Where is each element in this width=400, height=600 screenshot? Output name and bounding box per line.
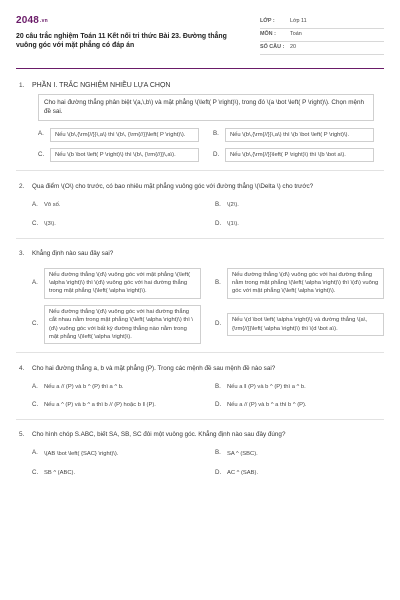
option-a[interactable] (32, 200, 201, 210)
option-letter: A. (32, 278, 38, 286)
meta-value: Lớp 11 (290, 18, 307, 25)
question-text: Cho hai đường thẳng a, b và mặt phẳng (P). Trong các mệnh đề sau mệnh đề nào sai? (32, 364, 276, 372)
option-letter: B. (215, 382, 221, 390)
option-letter: B. (215, 200, 221, 208)
option-letter: D. (215, 320, 222, 328)
question-number: 2. (19, 182, 25, 190)
question-number: 3. (19, 250, 25, 258)
question-5 (16, 430, 384, 478)
option-letter: D. (215, 468, 222, 476)
option-text: Nếu đường thẳng \(d\) vuông góc với mặt phẳng \(\left( \alpha \right)\) thì \(d\) vuông góc với hai đường thẳng trong mặt phẳng \(\left( \alpha \right)\). (44, 268, 201, 299)
logo-suffix: .vn (40, 18, 48, 24)
option-d[interactable] (215, 468, 384, 478)
option-letter: B. (215, 449, 221, 457)
option-text: Nếu \(b\,{\rm{//}}\,a\) thì \(b\, {\rm{//}}\left( P \right)\). (50, 128, 199, 142)
option-letter: C. (32, 468, 39, 476)
option-letter: A. (32, 382, 38, 390)
divider (16, 170, 384, 171)
option-c[interactable] (32, 305, 201, 345)
site-logo[interactable] (16, 14, 244, 29)
option-b[interactable] (215, 268, 384, 299)
option-d[interactable] (215, 219, 384, 229)
header-left (16, 14, 244, 60)
meta-value: Toán (290, 31, 302, 38)
question-body (32, 249, 384, 344)
question-1-content (16, 94, 384, 162)
meta-row-count (260, 42, 384, 55)
question-number: 4. (19, 364, 25, 372)
options-grid (38, 128, 374, 163)
question-number: 1. (19, 82, 25, 90)
option-text: Nếu \(d \bot \left( \alpha \right)\) và đường thẳng \(a\,{\rm{//}}\left( \alpha \right)\) thì \(d \bot a\). (227, 313, 384, 336)
option-text: Nếu \(b\,{\rm{//}}\,a\) thì \(b \bot \left( P \right)\). (225, 128, 374, 142)
option-text: \(1\). (227, 221, 239, 228)
meta-key: MÔN : (260, 31, 276, 38)
meta-row-subject (260, 29, 384, 42)
option-letter: C. (32, 220, 39, 228)
question-text: Cho hình chóp S.ABC, biết SA, SB, SC đôi một vuông góc. Khẳng định nào sau đây đúng? (32, 431, 286, 439)
meta-key: LỚP : (260, 18, 275, 25)
meta-row-class (260, 16, 384, 29)
divider (16, 238, 384, 239)
divider (16, 352, 384, 353)
option-text: Nếu đường thẳng \(d\) vuông góc với hai đường thẳng nằm trong mặt phẳng \(\left( \alpha \right)\) thì \(d\) vuông góc với mặt phẳng \(\left( \alpha \right)\). (227, 268, 384, 299)
question-4 (16, 364, 384, 411)
options-grid (32, 200, 384, 230)
option-b[interactable] (215, 449, 384, 459)
option-letter: A. (32, 449, 38, 457)
question-text: Cho hai đường thẳng phân biệt \(a,\,b\) và mặt phẳng \(\left( P \right)\), trong đó \(a \bot \left( P \right)\). Chọn mệnh đề sai. (38, 94, 374, 120)
option-d[interactable] (215, 305, 384, 345)
option-letter: D. (215, 220, 222, 228)
option-a[interactable] (32, 449, 201, 459)
option-letter: B. (213, 130, 219, 138)
question-body (32, 364, 384, 411)
document-title: 20 câu trắc nghiệm Toán 11 Kết nối tri thức Bài 23. Đường thẳng vuông góc với mặt phẳng có đáp án (16, 32, 227, 49)
question-2 (16, 182, 384, 230)
question-body (32, 182, 384, 230)
meta-key: SỐ CÂU : (260, 44, 285, 51)
option-letter: D. (215, 401, 222, 409)
option-text: Nếu đường thẳng \(d\) vuông góc với hai đường thẳng cắt nhau nằm trong mặt phẳng \(\left( \alpha \right)\) thì \(d\) vuông góc với bất kỳ đường thẳng nào nằm trong mặt phẳng \(\left( \alpha \right)\). (44, 305, 201, 345)
option-b[interactable] (215, 200, 384, 210)
option-letter: C. (32, 320, 39, 328)
option-letter: C. (32, 401, 39, 409)
meta-table (260, 16, 384, 60)
option-c[interactable] (32, 219, 201, 229)
option-a[interactable] (32, 268, 201, 299)
header (16, 0, 384, 60)
option-letter: C. (38, 150, 45, 158)
option-text: Nếu a ‖ (P) và b ^ (P) thì a ^ b. (227, 384, 306, 391)
option-text: Nếu a ^ (P) và b ^ a thì b // (P) hoặc b ‖ (P). (44, 402, 156, 409)
header-divider (16, 68, 384, 69)
section-title: PHẦN I. TRẮC NGHIỆM NHIỀU LỰA CHỌN (32, 82, 171, 90)
option-text: Nếu \(b \bot \left( P \right)\) thì \(b\, {\rm{//}}\,a\). (50, 148, 199, 162)
option-c[interactable] (32, 400, 201, 410)
question-text: Khẳng định nào sau đây sai? (32, 250, 114, 258)
option-text: Nếu a // (P) và b ^ (P) thì a ^ b. (44, 384, 124, 391)
option-text: \(3\). (44, 221, 56, 228)
option-letter: A. (32, 200, 38, 208)
option-text: Vô số. (44, 202, 61, 209)
options-grid (32, 382, 384, 411)
option-text: SA ^ (SBC). (227, 450, 258, 457)
option-text: AC ^ (SAB). (227, 469, 259, 476)
question-number: 5. (19, 431, 25, 439)
options-grid (32, 268, 384, 345)
option-text: \(2\). (227, 202, 239, 209)
option-letter: A. (38, 130, 44, 138)
meta-value: 20 (290, 44, 296, 51)
option-text: Nếu \(b\,{\rm{//}}\left( P \right)\) thì \(b \bot a\). (225, 148, 374, 162)
option-letter: D. (213, 150, 220, 158)
option-c[interactable] (38, 148, 199, 162)
option-a[interactable] (38, 128, 199, 142)
question-body (32, 430, 384, 478)
question-3 (16, 249, 384, 344)
question-text: Qua điểm \(O\) cho trước, có bao nhiêu mặt phẳng vuông góc với đường thẳng \(\Delta \) cho trước? (32, 182, 314, 190)
divider (16, 419, 384, 420)
option-letter: B. (215, 278, 221, 286)
option-text: \(AB \bot \left( {SAC} \right)\). (44, 450, 119, 457)
option-b[interactable] (213, 128, 374, 142)
question-1 (16, 81, 384, 98)
option-a[interactable] (32, 382, 201, 392)
option-text: SB ^ (ABC). (44, 469, 76, 476)
question-body (32, 81, 384, 98)
option-d[interactable] (213, 148, 374, 162)
options-grid (32, 449, 384, 479)
option-d[interactable] (215, 400, 384, 410)
logo-main: 2048 (16, 15, 40, 26)
option-b[interactable] (215, 382, 384, 392)
option-c[interactable] (32, 468, 201, 478)
option-text: Nếu a // (P) và b ^ a thì b ^ (P). (227, 402, 307, 409)
